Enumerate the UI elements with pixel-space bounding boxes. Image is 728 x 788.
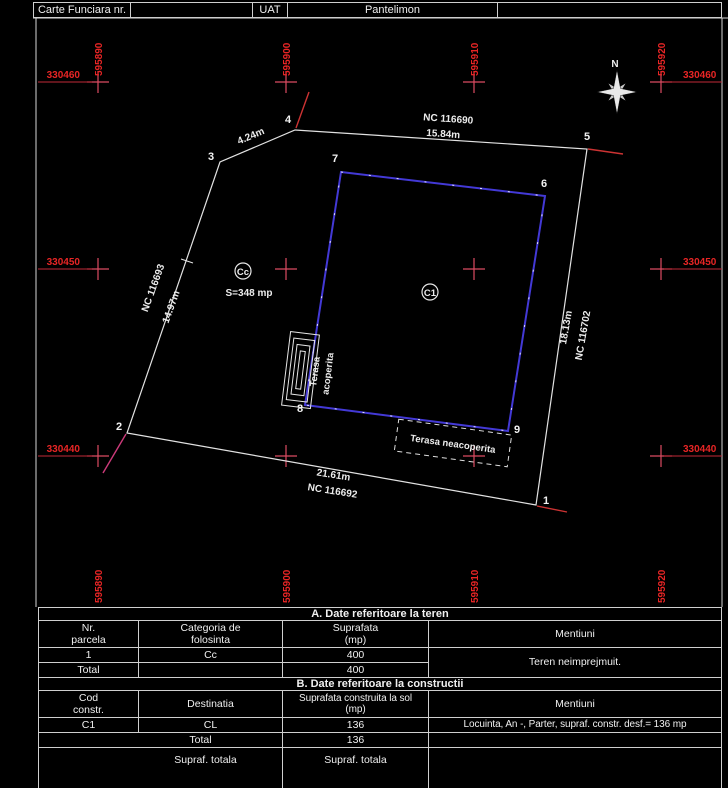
table-row-total <box>39 663 429 677</box>
parcel-categoria-value: Cc <box>139 648 283 662</box>
edge-left-nc-label: NC 116693 <box>139 262 168 314</box>
vertex-label: 2 <box>115 421 123 433</box>
col-header-destinatia: Destinatia <box>139 691 283 717</box>
vertex-label: 7 <box>331 153 339 165</box>
parcel-boundary <box>127 127 587 505</box>
table-row <box>39 648 429 663</box>
constr-cod-value: C1 <box>39 718 139 732</box>
edge-left-length-label: 14.97m <box>160 289 183 325</box>
vertex-label: 1 <box>542 495 550 507</box>
edge-right-length-label: 18.13m <box>558 309 575 346</box>
table-row-construction <box>39 718 721 733</box>
building-code-label: C1 <box>423 288 437 299</box>
parcel-code-label: Cc <box>236 267 250 278</box>
constr-suprafata-value: 136 <box>283 718 429 732</box>
parcel-nr-value: 1 <box>39 648 139 662</box>
total-suprafata-value: 400 <box>283 663 429 677</box>
edge-top-nc-label: NC 116690 <box>422 112 474 127</box>
constr-mentiuni-value: Locuinta, An -, Parter, supraf. constr. desf.= 136 mp <box>463 719 687 731</box>
table-a-title: A. Date referitoare la teren <box>39 608 721 621</box>
vertex-label: 9 <box>513 424 521 436</box>
data-tables <box>38 607 722 788</box>
total-label-b: Total <box>39 733 283 747</box>
table-b-total-row <box>39 733 721 748</box>
coordinate-label-top: 595920 <box>657 42 668 76</box>
title-block <box>33 2 722 18</box>
total-label: Total <box>39 663 139 677</box>
table-b-title: B. Date referitoare la constructii <box>39 678 721 691</box>
table-b-header-row <box>39 691 721 718</box>
coordinate-label-top: 595890 <box>94 42 105 76</box>
boundary-extension <box>103 434 126 473</box>
coordinate-label-bottom: 595920 <box>657 569 668 603</box>
coordinate-label-bottom: 595900 <box>282 569 293 603</box>
vertex-label: 6 <box>540 178 548 190</box>
coordinate-label-top: 595900 <box>282 42 293 76</box>
empty-cell <box>429 733 721 747</box>
edge-bottom-nc-label: NC 116692 <box>306 482 358 501</box>
col-header-suprafata-construita: Suprafata construita la sol (mp) <box>283 691 429 717</box>
header-spacer-cell <box>498 3 721 17</box>
col-header-categoria: Categoria de folosinta <box>139 621 283 647</box>
building-outline-dashes <box>305 172 548 431</box>
terrace-uncovered-label: Terasa neacoperita <box>409 433 497 456</box>
supraf-totala-label-2: Supraf. totala <box>283 748 429 788</box>
coordinate-label-left: 330460 <box>46 70 80 81</box>
total-constr-value: 136 <box>283 733 429 747</box>
coordinate-label-bottom: 595890 <box>94 569 105 603</box>
north-label: N <box>611 59 619 70</box>
col-header-suprafata: Suprafata (mp) <box>283 621 429 647</box>
coordinate-label-left: 330440 <box>46 444 80 455</box>
parcel-suprafata-value: 400 <box>283 648 429 662</box>
building-outline <box>305 172 548 431</box>
uat-label: UAT <box>253 3 288 17</box>
col-header-nr-parcela: Nr. parcela <box>39 621 139 647</box>
coordinate-label-right: 330460 <box>683 70 717 81</box>
edge-topleft-length-label: 4.24m <box>235 126 267 148</box>
terrace-covered-label-line2: acoperita <box>320 352 337 396</box>
constr-destinatia-value: CL <box>139 718 283 732</box>
coordinate-label-bottom: 595910 <box>470 569 481 603</box>
vertex-label: 3 <box>207 151 215 163</box>
table-a-header-row <box>39 621 721 648</box>
table-a-body <box>39 648 721 678</box>
vertex-label: 8 <box>296 403 304 415</box>
col-header-cod-constr: Cod constr. <box>39 691 139 717</box>
vertex-label: 4 <box>284 114 292 126</box>
coordinate-label-right: 330440 <box>683 444 717 455</box>
vertex-label: 5 <box>583 131 591 143</box>
north-arrow-icon <box>597 59 637 114</box>
empty-cell <box>429 748 721 788</box>
edge-right-nc-label: NC 116702 <box>573 309 594 362</box>
uat-value: Pantelimon <box>288 3 498 17</box>
terrace-uncovered-box <box>394 419 511 467</box>
coordinate-label-top: 595910 <box>470 42 481 76</box>
carte-funciara-value <box>131 3 253 17</box>
table-footer-partial-row <box>39 748 721 788</box>
col-header-mentiuni: Mentiuni <box>555 627 595 640</box>
col-header-mentiuni-b: Mentiuni <box>555 697 595 710</box>
coordinate-label-right: 330450 <box>683 257 717 268</box>
drawing-frame <box>33 18 728 607</box>
carte-funciara-label: Carte Funciara nr. <box>34 3 131 17</box>
coordinate-leader-lines <box>38 82 722 456</box>
supraf-totala-label: Supraf. totala <box>39 748 283 788</box>
coordinate-label-left: 330450 <box>46 257 80 268</box>
terrace-covered-label-line1: Terasa <box>308 356 323 388</box>
empty-cell <box>139 663 283 677</box>
parcel-area-label: S=348 mp <box>225 288 273 299</box>
teren-mentiuni-value: Teren neimprejmuit. <box>528 656 622 669</box>
edge-top-length-label: 15.84m <box>425 127 461 142</box>
edge-bottom-length-label: 21.61m <box>315 467 352 484</box>
